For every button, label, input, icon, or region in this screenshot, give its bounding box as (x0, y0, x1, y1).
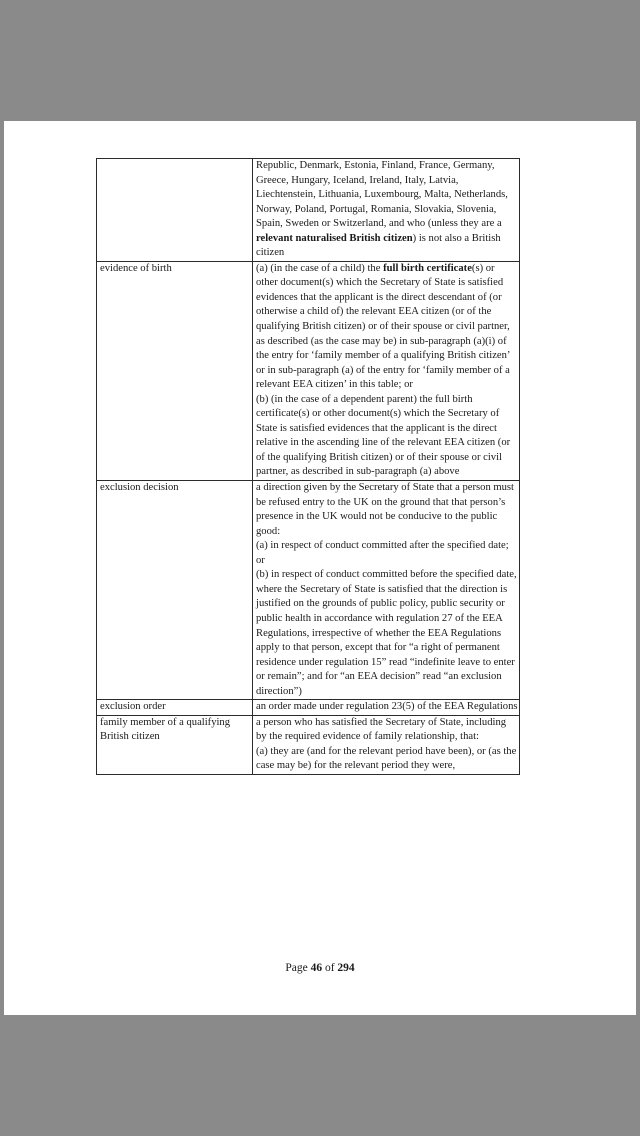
term-cell: exclusion decision (97, 481, 253, 700)
definition-text: Republic, Denmark, Estonia, Finland, France, Germany, Greece, Hungary, Iceland, Ireland, Italy, Latvia, Liechtenstein, Lithuania, Luxembourg, Malta, Netherlands, Norway, Poland, Portugal, Romania, Slovakia, Slovenia, Spain, Sweden or Switzerland, and who (unless they are a (256, 160, 508, 230)
term-cell: family member of a qualifying British citizen (97, 715, 253, 774)
definition-text: an order made under regulation 23(5) of the EEA Regulations (256, 701, 518, 713)
definition-cell (253, 261, 520, 480)
definition-cell (253, 481, 520, 700)
term-cell: evidence of birth (97, 261, 253, 480)
term-cell: exclusion order (97, 700, 253, 716)
definition-cell (253, 715, 520, 774)
definition-text: a person who has satisfied the Secretary of State, including by the required evidence of family relationship, that: (256, 716, 507, 743)
definitions-table (96, 158, 520, 775)
table-row (97, 159, 520, 262)
table-row (97, 481, 520, 700)
page-total: 294 (337, 962, 355, 974)
table-row (97, 700, 520, 716)
defined-term: relevant naturalised British citizen (256, 232, 413, 244)
table-row (97, 261, 520, 480)
definition-text: (a) they are (and for the relevant period have been), or (as the case may be) for the relevant period they were, (256, 745, 517, 772)
definition-text: (s) or other document(s) which the Secretary of State is satisfied evidences that the applicant is the direct descendant of (or otherwise a child of) the relevant EEA citizen (or of the qualifying British citizen) or of their spouse or civil partner, as described (as the case may be) in sub-paragraph (a)(i) of the entry for ‘family member of a qualifying British citizen’ or in sub-paragraph (a) of the entry for ‘family member of a relevant EEA citizen’ in this table; or (256, 262, 510, 391)
definition-cell (253, 159, 520, 262)
definition-text: (b) (in the case of a dependent parent) the full birth certificate(s) or other document(s) which the Secretary of State is satisfied evidences that the applicant is the direct relative in the ascending line of the relevant EEA citizen (or of the qualifying British citizen) or of their spouse or civil partner, as described in sub-paragraph (a) above (256, 393, 511, 478)
term-cell (97, 159, 253, 262)
definition-text: (a) in respect of conduct committed after the specified date; or (256, 540, 509, 566)
definition-text: a direction given by the Secretary of State that a person must be refused entry to the UK on the ground that that person’s presence in the UK would not be conducive to the public good: (256, 482, 514, 537)
page-label: Page (285, 962, 311, 974)
page-of-label: of (322, 962, 338, 974)
document-page (4, 121, 636, 1015)
page-number: 46 (310, 962, 323, 974)
definition-text: (b) in respect of conduct committed before the specified date, where the Secretary of State is satisfied that the direction is justified on the grounds of public policy, public security or public health in accordance with regulation 27 of the EEA Regulations, irrespective of whether the EEA Regulations apply to that person, except that for “a right of permanent residence under regulation 15” read “indefinite leave to enter or remain”; and for “an EEA decision” read “an exclusion direction”) (256, 569, 517, 697)
definition-cell (253, 700, 520, 716)
page-footer (4, 962, 636, 974)
table-row (97, 715, 520, 774)
defined-term: full birth certificate (383, 262, 472, 274)
definition-text: ) is not also a British citizen (256, 232, 501, 259)
definition-text: (a) (in the case of a child) the (256, 262, 384, 274)
